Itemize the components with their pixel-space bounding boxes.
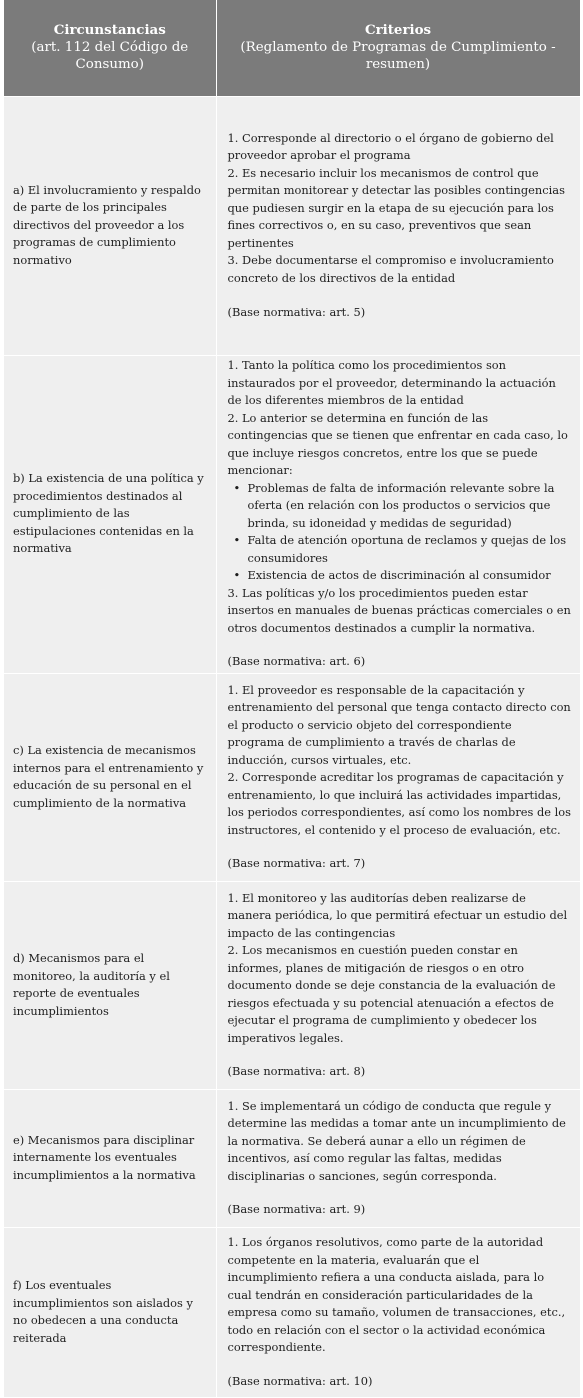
list-item [233,532,572,567]
criterion-item: 1. Tanto la política como los procedimientos son instaurados por el proveedor, determinando la actuación de los diferentes miembros de la entidad [227,358,556,408]
table-row [4,96,580,355]
criterion-item: 3. Debe documentarse el compromiso e involucramiento concreto de los directivos de la entidad [227,253,554,285]
header-left-subtitle: (art. 112 del Código de Consumo) [31,40,189,73]
header-circunstancias [4,0,216,96]
list-item [233,567,572,585]
legal-basis: (Base normativa: art. 5) [227,305,366,319]
header-right-subtitle: (Reglamento de Programas de Cumplimiento - resumen) [240,40,556,73]
criteria-cell [216,673,580,881]
criterion-item: 1. Los órganos resolutivos, como parte de la autoridad competente en la materia, evaluarán que el incumplimiento refiera a una conducta aislada, para lo cual tendrán en consideración particularidades de la empresa como su tamaño, volumen de transacciones, etc., todo en relación con el sector o la actividad económica correspondiente. [227,1235,566,1354]
table-row [4,1089,580,1227]
criteria-cell [216,1227,580,1397]
criterion-item: 1. El proveedor es responsable de la capacitación y entrenamiento del personal que tenga contacto directo con el producto o servicio objeto del correspondiente programa de cumplimiento a través de charlas de inducción, cursos virtuales, etc. [227,682,571,767]
table-row [4,881,580,1089]
list-item-text: Existencia de actos de discriminación al consumidor [247,568,551,583]
criterion-item: 2. Lo anterior se determina en función de las contingencias que se tienen que enfrentar en cada caso, lo que incluye riesgos concretos, entre los que se puede mencionar: [227,410,568,478]
criterion-item: 1. Corresponde al directorio o el órgano de gobierno del proveedor aprobar el programa [227,130,554,162]
list-item [233,480,572,533]
circumstance-cell: d) Mecanismos para el monitoreo, la auditoría y el reporte de eventuales incumplimientos [4,881,216,1089]
legal-basis: (Base normativa: art. 6) [227,654,366,669]
table-row [4,355,580,673]
circumstance-cell: c) La existencia de mecanismos internos para el entrenamiento y educación de su personal en el cumplimiento de la normativa [4,673,216,881]
criteria-cell [216,1089,580,1227]
table-row [4,1227,580,1397]
bullet-icon: • [233,480,241,495]
risk-list [228,480,572,585]
criteria-cell [216,96,580,355]
bullet-icon: • [233,533,241,548]
criterion-item: 2. Corresponde acreditar los programas de capacitación y entrenamiento, lo que incluirá las actividades impartidas, los periodos correspondientes, así como los nombres de los instructores, el contenido y el proceso de evaluación, etc. [227,770,571,837]
bullet-icon: • [233,568,241,583]
legal-basis: (Base normativa: art. 9) [227,1202,366,1216]
circumstance-cell: a) El involucramiento y respaldo de parte de los principales directivos del proveedor a los programas de cumplimiento normativo [4,96,216,355]
criterion-item: 3. Las políticas y/o los procedimientos pueden estar insertos en manuales de buenas prácticas comerciales o en otros documentos destinados a cumplir la normativa. [227,585,571,635]
legal-basis: (Base normativa: art. 7) [227,856,366,870]
criteria-cell [216,881,580,1089]
header-criterios [216,0,580,96]
legal-basis: (Base normativa: art. 8) [227,1064,366,1078]
circumstance-cell: e) Mecanismos para disciplinar internamente los eventuales incumplimientos a la normativa [4,1089,216,1227]
table-row [4,673,580,881]
criterion-item: 1. El monitoreo y las auditorías deben realizarse de manera periódica, lo que permitirá efectuar un estudio del impacto de las contingencias [227,890,568,940]
criteria-cell [216,355,580,673]
list-item-text: Problemas de falta de información relevante sobre la oferta (en relación con los productos o servicios que brinda, su idoneidad y medidas de seguridad) [247,480,555,530]
circumstance-cell: b) La existencia de una política y procedimientos destinados al cumplimiento de las estipulaciones contenidas en la normativa [4,355,216,673]
criterion-item: 2. Los mecanismos en cuestión pueden constar en informes, planes de mitigación de riesgos o en otro documento donde se deje constancia de la evaluación de riesgos efectuada y su potencial atenuación a efectos de ejecutar el programa de cumplimiento y obedecer los imperativos legales. [227,943,556,1045]
header-left-title: Circunstancias [53,22,166,39]
header-row [4,0,580,96]
criterion-item: 1. Se implementará un código de conducta que regule y determine las medidas a tomar ante un incumplimiento de la normativa. Se deberá aunar a ello un régimen de incentivos, así como regular las faltas, medidas disciplinarias o sanciones, según corresponda. [227,1098,566,1183]
legal-basis: (Base normativa: art. 10) [227,1373,373,1388]
list-item-text: Falta de atención oportuna de reclamos y quejas de los consumidores [247,533,567,565]
criterion-item: 2. Es necesario incluir los mecanismos de control que permitan monitorear y detectar las posibles contingencias que pudiesen surgir en la etapa de su ejecución para los fines correctivos o, en su caso, preventivos que sean pertinentes [227,165,565,250]
circumstance-cell: f) Los eventuales incumplimientos son aislados y no obedecen a una conducta reiterada [4,1227,216,1397]
header-right-title: Criterios [364,22,432,39]
criteria-table [4,0,581,1398]
